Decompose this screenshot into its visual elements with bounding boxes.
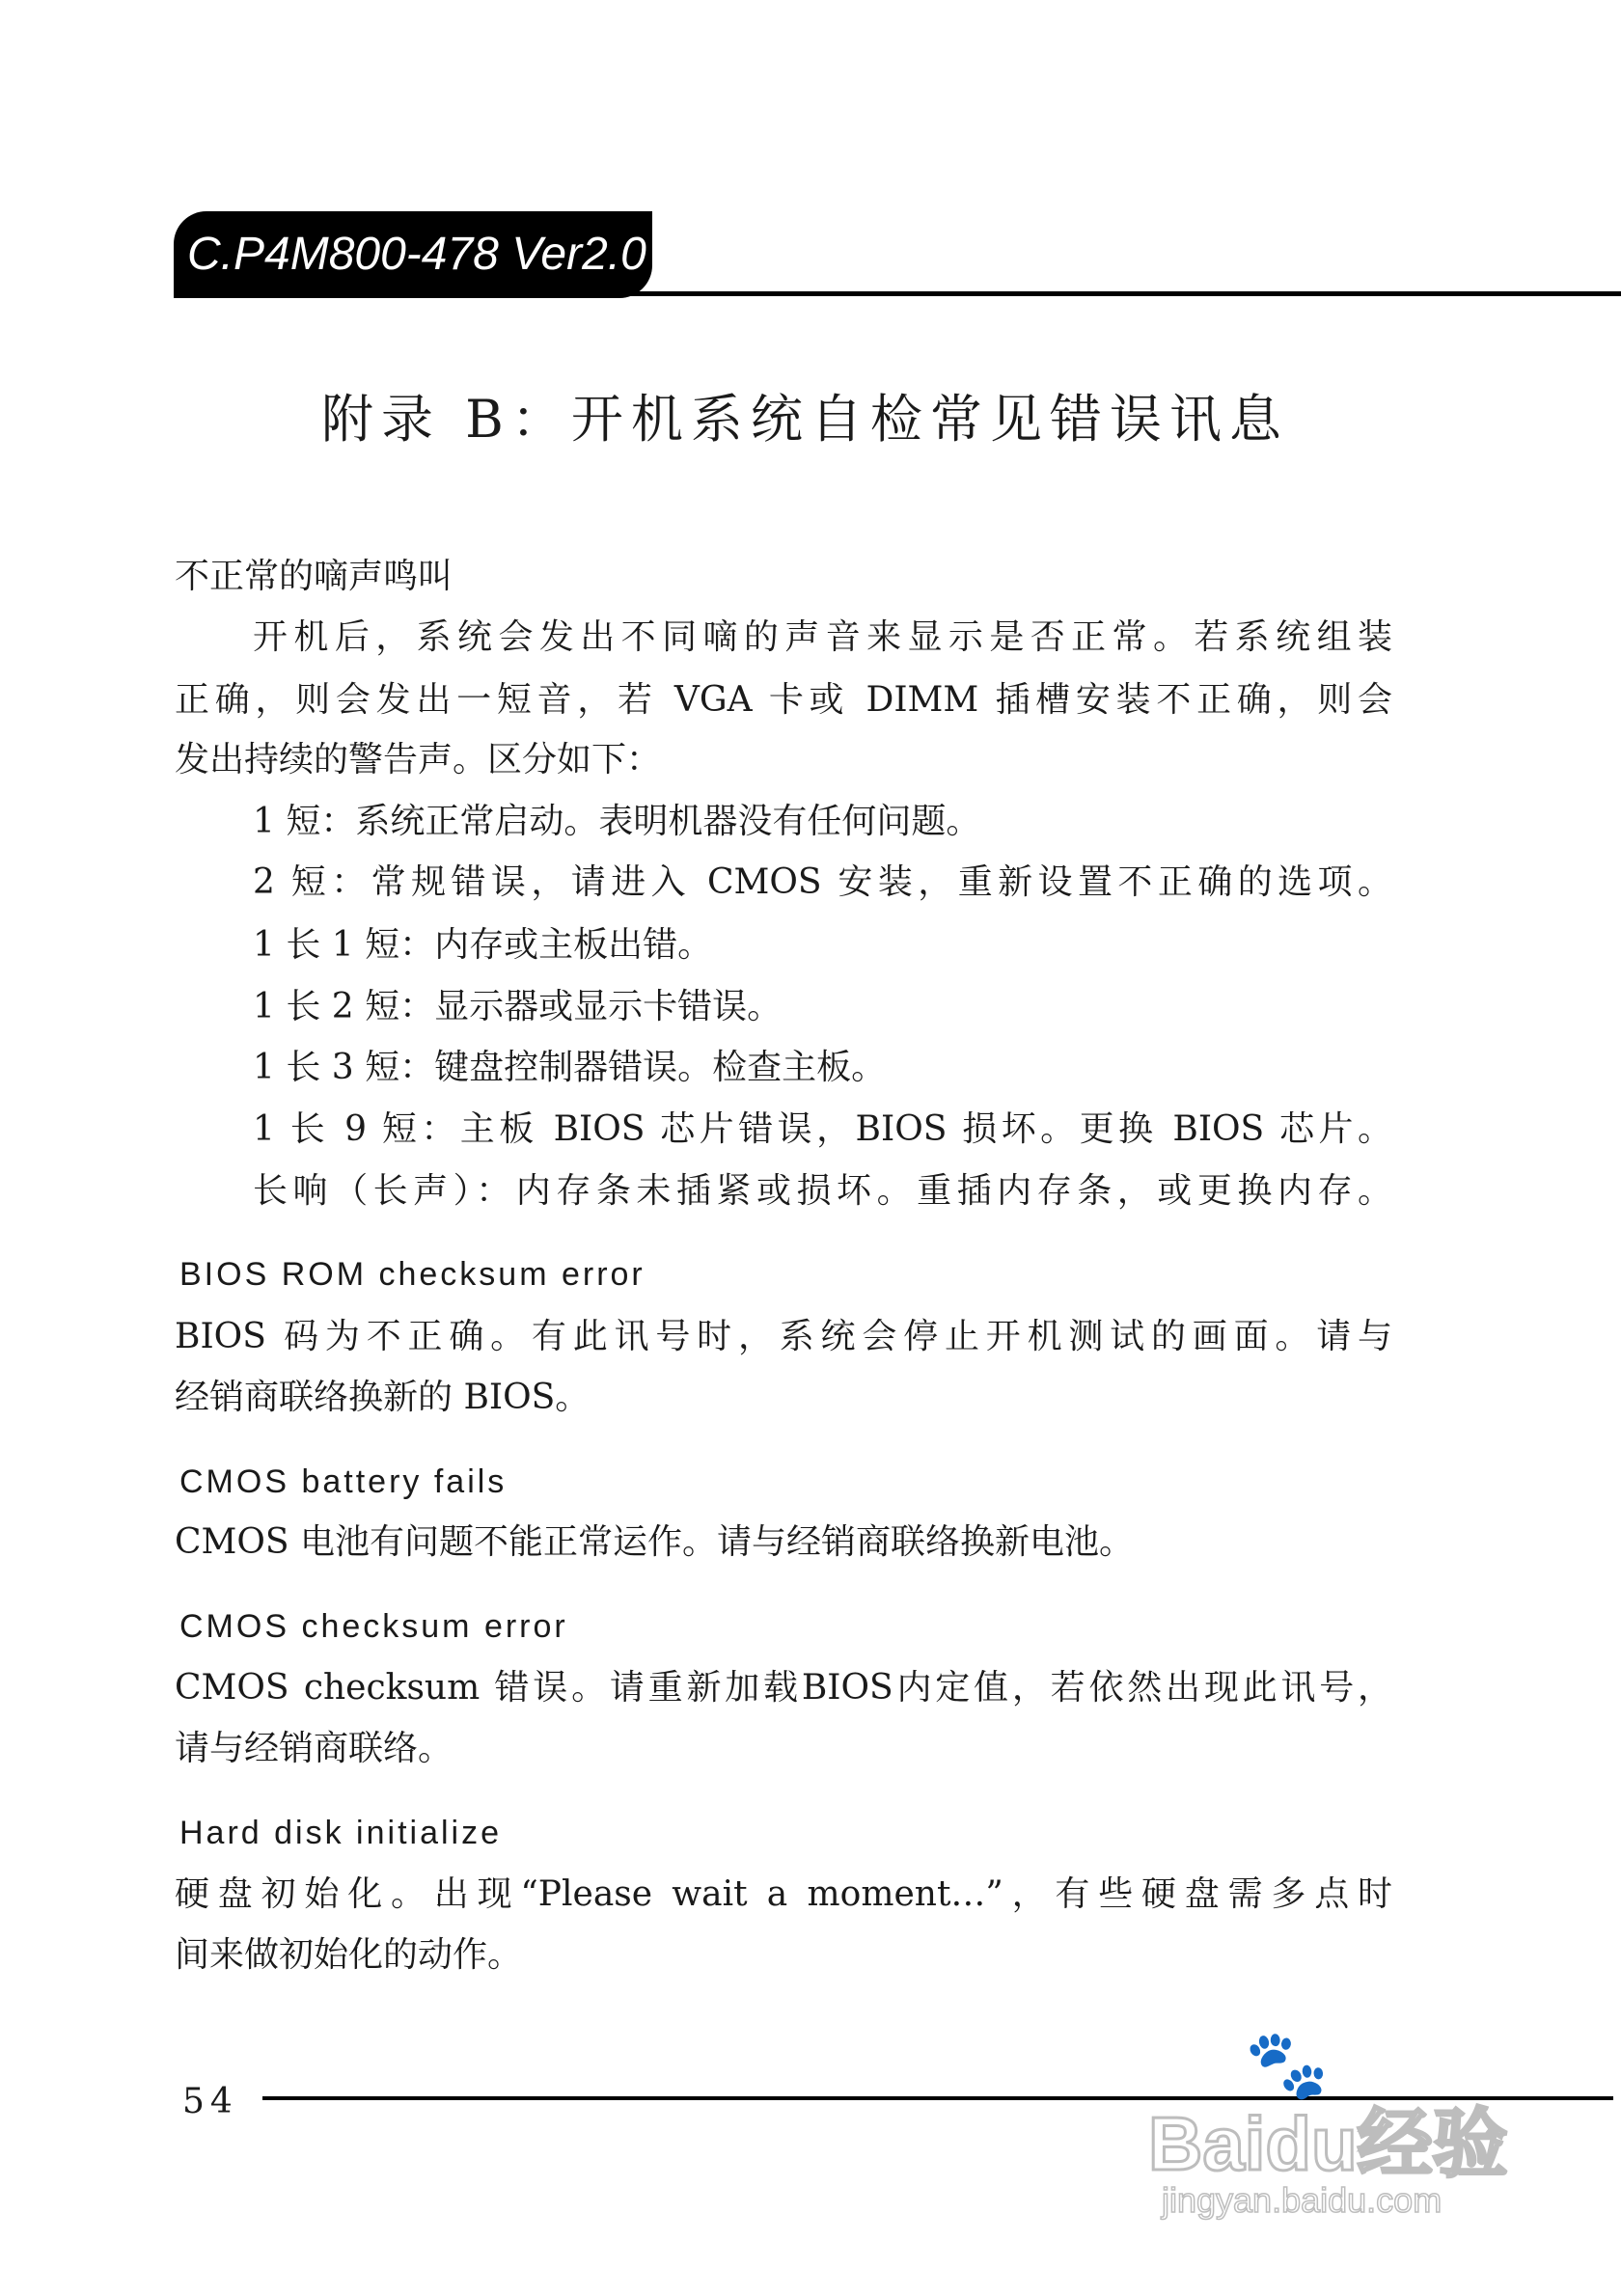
paw-icon: 🐾 bbox=[1245, 2027, 1330, 2102]
header-rule bbox=[618, 291, 1621, 296]
page-number: 54 bbox=[182, 2082, 238, 2121]
paragraph-line: BIOS 码为不正确。有此讯号时，系统会停止开机测试的画面。请与 bbox=[175, 1317, 1392, 1356]
error-heading: BIOS ROM checksum error bbox=[179, 1256, 646, 1293]
list-item: 1 短：系统正常启动。表明机器没有任何问题。 bbox=[253, 802, 981, 841]
list-item: 2 短：常规错误，请进入 CMOS 安装，重新设置不正确的选项。 bbox=[253, 862, 1392, 902]
list-item: 长响（长声）：内存条未插紧或损坏。重插内存条，或更换内存。 bbox=[253, 1171, 1392, 1211]
paragraph-line: 发出持续的警告声。区分如下： bbox=[175, 740, 662, 779]
paragraph-line: CMOS checksum 错误。请重新加载BIOS内定值，若依然出现此讯号， bbox=[175, 1668, 1392, 1708]
section-heading: 不正常的嘀声鸣叫 bbox=[175, 557, 453, 596]
paragraph-line: 经销商联络换新的 BIOS。 bbox=[175, 1378, 591, 1417]
paragraph-line: 硬盘初始化。出现“Please wait a moment…”，有些硬盘需多点时 bbox=[175, 1874, 1392, 1914]
model-header-badge: C.P4M800-478 Ver2.0 bbox=[174, 211, 652, 298]
list-item: 1 长 9 短：主板 BIOS 芯片错误，BIOS 损坏。更换 BIOS 芯片。 bbox=[253, 1109, 1392, 1149]
error-heading: CMOS battery fails bbox=[179, 1463, 508, 1500]
list-item: 1 长 3 短：键盘控制器错误。检查主板。 bbox=[253, 1048, 887, 1087]
watermark-url: jingyan.baidu.com bbox=[1162, 2180, 1442, 2220]
error-heading: CMOS checksum error bbox=[179, 1608, 568, 1645]
error-heading: Hard disk initialize bbox=[179, 1815, 502, 1851]
paragraph-line: 正确，则会发出一短音，若 VGA 卡或 DIMM 插槽安装不正确，则会 bbox=[175, 680, 1392, 720]
watermark-brand: Baidu经验 bbox=[1148, 2101, 1508, 2186]
page-title: 附录 B：开机系统自检常见错误讯息 bbox=[321, 389, 1289, 450]
paragraph-line: 间来做初始化的动作。 bbox=[175, 1935, 523, 1975]
list-item: 1 长 2 短：显示器或显示卡错误。 bbox=[253, 987, 783, 1026]
list-item: 1 长 1 短：内存或主板出错。 bbox=[253, 925, 713, 965]
paragraph-line: CMOS 电池有问题不能正常运作。请与经销商联络换新电池。 bbox=[175, 1522, 1135, 1562]
paragraph-line: 请与经销商联络。 bbox=[175, 1729, 453, 1768]
paragraph-line: 开机后，系统会发出不同嘀的声音来显示是否正常。若系统组装 bbox=[253, 617, 1392, 657]
